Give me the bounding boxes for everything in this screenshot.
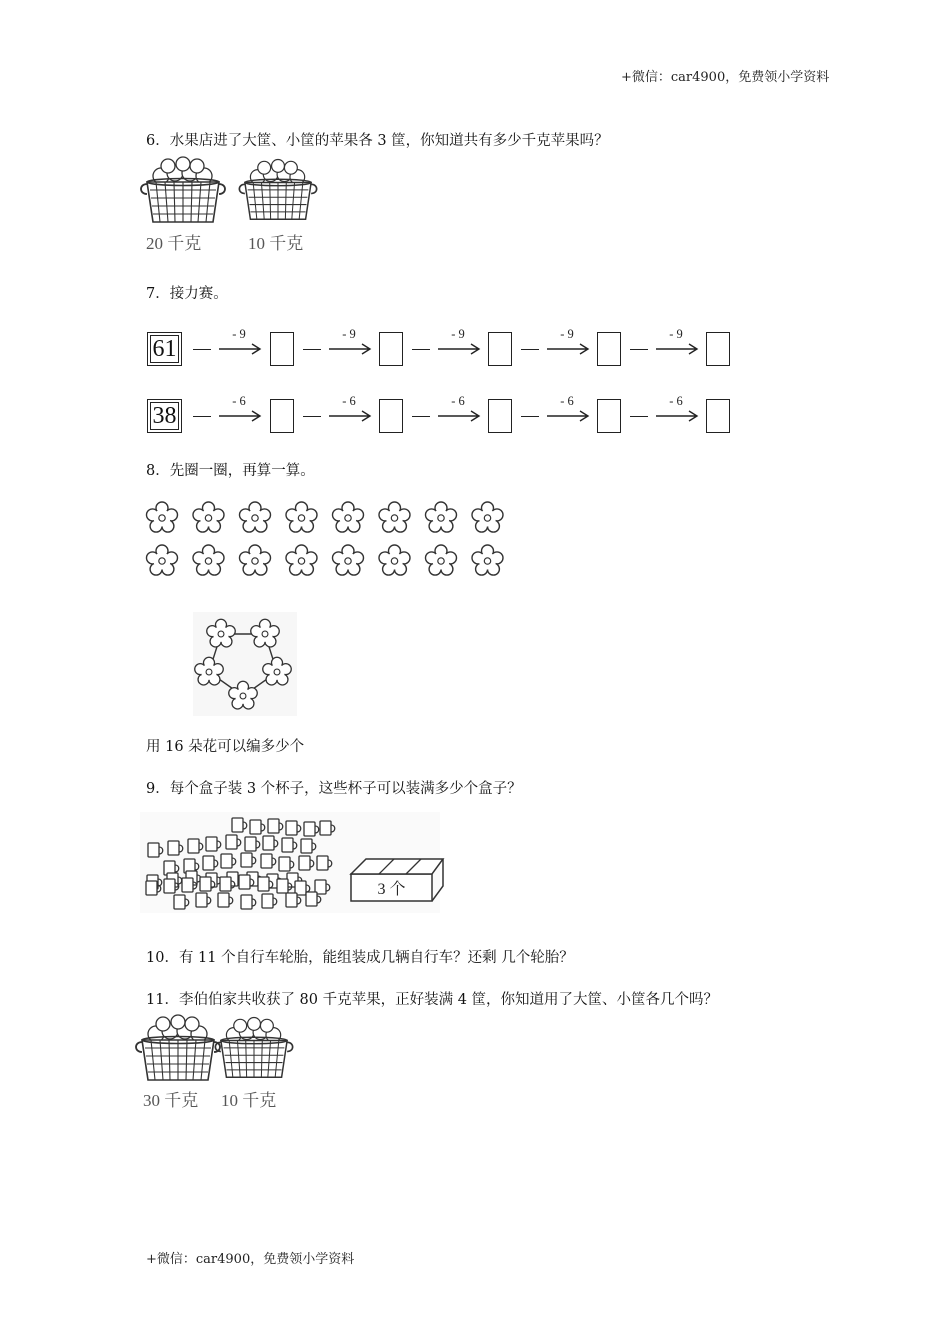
flower-grid: [140, 497, 512, 583]
q11-small-basket-label: 10 千克: [221, 1091, 277, 1110]
flower-icon: [240, 502, 271, 532]
flower-icon: [333, 545, 364, 575]
relay-row2-op-4: - 6: [560, 394, 574, 408]
relay-row1-start: 61: [147, 332, 182, 366]
relay-row1-op-4: - 9: [560, 327, 574, 341]
relay-row1-op-1: - 9: [232, 327, 246, 341]
flower-icon: [286, 502, 317, 532]
flower-icon: [286, 545, 317, 575]
flower-icon: [379, 502, 410, 532]
basket-pair-q11: [140, 1020, 300, 1084]
question-11-text: 11．李伯伯家共收获了 80 千克苹果，正好装满 4 筐，你知道用了大筐、小筐各几个吗？: [146, 992, 719, 1008]
flower-icon: [193, 502, 224, 532]
q6-big-basket-label: 20 千克: [146, 234, 202, 253]
relay-row2-blank-3[interactable]: [488, 399, 512, 433]
relay-row2-blank-5[interactable]: [706, 399, 730, 433]
page-footer: +微信：car4900，免费领小学资料: [146, 1252, 355, 1267]
q11-big-basket-label: 30 千克: [143, 1091, 199, 1110]
relay-row2-op-2: - 6: [342, 394, 356, 408]
box-label: 3 个: [377, 881, 406, 898]
flower-icon: [333, 502, 364, 532]
flower-icon: [426, 545, 457, 575]
q8-answer-prompt: 用 16 朵花可以编多少个: [146, 739, 305, 755]
relay-row2-blank-1[interactable]: [270, 399, 294, 433]
question-6-text: 6．水果店进了大筐、小筐的苹果各 3 筐，你知道共有多少千克苹果吗？: [146, 133, 609, 149]
flower-icon: [240, 545, 271, 575]
basket-pair-q6: [140, 164, 320, 226]
small-basket-icon: [239, 159, 316, 219]
relay-row1-blank-4[interactable]: [597, 332, 621, 366]
relay-row2-start: 38: [147, 399, 182, 433]
relay-row1-blank-2[interactable]: [379, 332, 403, 366]
flower-icon: [147, 502, 178, 532]
relay-row1-blank-1[interactable]: [270, 332, 294, 366]
relay-row2-op-1: - 6: [232, 394, 246, 408]
flower-icon: [379, 545, 410, 575]
flower-icon: [426, 502, 457, 532]
question-7-text: 7．接力赛。: [146, 286, 228, 302]
relay-row1-op-2: - 9: [342, 327, 356, 341]
big-basket-icon: [136, 1015, 220, 1080]
relay-row2-blank-4[interactable]: [597, 399, 621, 433]
flower-icon: [193, 545, 224, 575]
q6-small-basket-label: 10 千克: [248, 234, 304, 253]
relay-row2-op-3: - 6: [451, 394, 465, 408]
small-basket-icon: [215, 1017, 292, 1077]
flower-icon: [147, 545, 178, 575]
flower-wreath: [193, 612, 299, 718]
page-header: +微信：car4900，免费领小学资料: [621, 70, 830, 85]
flower-icon: [472, 502, 503, 532]
flower-grid-content: [147, 502, 504, 575]
relay-row1-op-5: - 9: [669, 327, 683, 341]
question-9-text: 9．每个盒子装 3 个杯子，这些杯子可以装满多少个盒子？: [146, 781, 522, 797]
relay-row2-blank-2[interactable]: [379, 399, 403, 433]
relay-row2-op-5: - 6: [669, 394, 683, 408]
question-10-text: 10．有 11 个自行车轮胎，能组装成几辆自行车？还剩 几个轮胎？: [146, 950, 574, 966]
relay-row1-op-3: - 9: [451, 327, 465, 341]
big-basket-icon: [141, 157, 225, 222]
question-8-text: 8．先圈一圈，再算一算。: [146, 463, 315, 479]
relay-row1-blank-3[interactable]: [488, 332, 512, 366]
flower-icon: [472, 545, 503, 575]
relay-row1-blank-5[interactable]: [706, 332, 730, 366]
